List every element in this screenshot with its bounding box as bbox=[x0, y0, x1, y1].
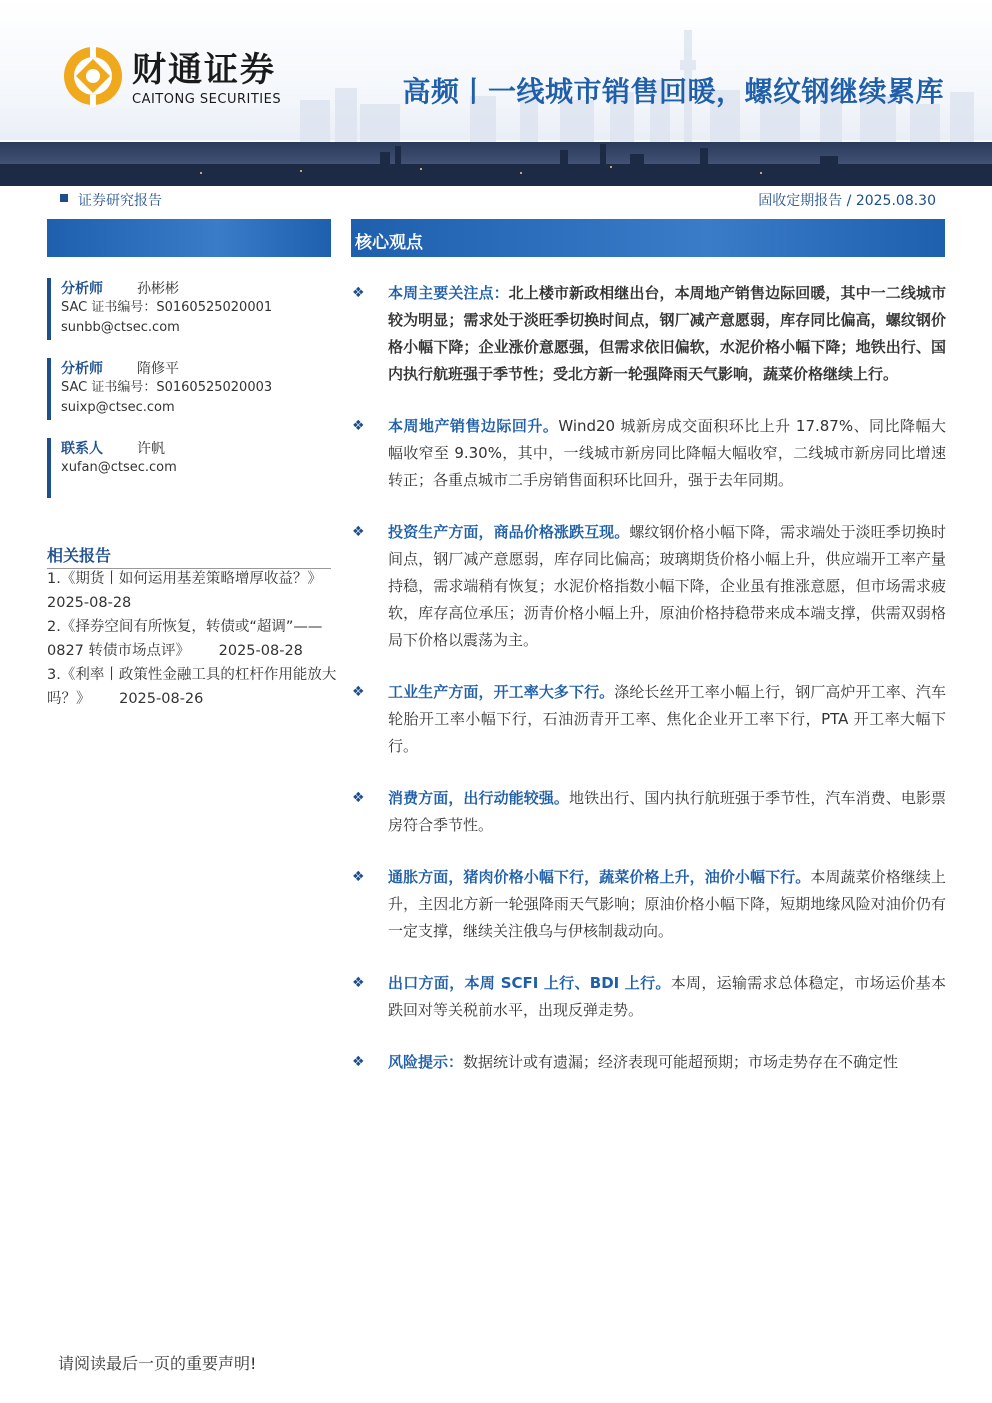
core-view-title: 核心观点 bbox=[355, 233, 423, 253]
core-point-heading: 通胀方面，猪肉价格小幅下行，蔬菜价格上升，油价小幅下行。 bbox=[388, 868, 811, 886]
core-point-heading: 消费方面，出行动能较强。 bbox=[388, 789, 569, 807]
caitong-logo-icon bbox=[62, 45, 124, 107]
contact-card bbox=[47, 438, 351, 498]
core-point bbox=[352, 519, 946, 654]
diamond-bullet-icon: ❖ bbox=[352, 1054, 365, 1070]
core-point-body: 北上楼市新政相继出台，本周地产销售边际回暖，其中一二线城市较为明显；需求处于淡旺季切换时间点，钢厂减产意愿弱，库存同比偏高，螺纹钢价格小幅下降；企业涨价意愿强，但需求依旧偏软，水泥价格小幅下降；地铁出行、国内执行航班强于季节性；受北方新一轮强降雨天气影响，蔬菜价格继续上行。 bbox=[388, 284, 946, 383]
related-report-item[interactable] bbox=[47, 615, 337, 663]
core-point-body: 本周蔬菜价格继续上升，主因北方新一轮强降雨天气影响；原油价格小幅下降，短期地缘风险对油价仍有一定支撑，继续关注俄乌与伊核制裁动向。 bbox=[388, 868, 946, 940]
report-type-label: 证券研究报告 bbox=[78, 193, 162, 209]
core-point-body: 数据统计或有遗漏；经济表现可能超预期；市场走势存在不确定性 bbox=[463, 1053, 899, 1071]
report-title: 高频丨一线城市销售回暖，螺纹钢继续累库 bbox=[402, 75, 944, 108]
related-report-date: 2025-08-28 bbox=[47, 595, 132, 611]
core-point bbox=[352, 970, 946, 1024]
core-point bbox=[352, 864, 946, 945]
diamond-bullet-icon: ❖ bbox=[352, 975, 365, 991]
related-report-text: 3.《利率丨政策性金融工具的杠杆作用能放大吗？》 bbox=[47, 667, 337, 707]
analyst-email[interactable]: sunbb@ctsec.com bbox=[61, 320, 180, 335]
core-point-body: 地铁出行、国内执行航班强于季节性，汽车消费、电影票房符合季节性。 bbox=[388, 789, 946, 834]
disclaimer-note: 请阅读最后一页的重要声明! bbox=[58, 1354, 257, 1373]
related-report-date: 2025-08-26 bbox=[119, 691, 204, 707]
contact-name: 许帆 bbox=[137, 441, 165, 457]
diamond-bullet-icon: ❖ bbox=[352, 790, 365, 806]
related-report-item[interactable] bbox=[47, 567, 337, 615]
core-point bbox=[352, 280, 946, 388]
core-point-body: 涤纶长丝开工率小幅上行，钢厂高炉开工率、汽车轮胎开工率小幅下行，石油沥青开工率、焦化企业开工率下行，PTA 开工率大幅下行。 bbox=[388, 683, 946, 755]
core-point bbox=[352, 785, 946, 839]
night-city-strip bbox=[0, 142, 992, 186]
core-point bbox=[352, 1049, 946, 1076]
sidebar-header-bar bbox=[47, 219, 331, 257]
related-report-text: 2.《择券空间有所恢复，转债或“超调”——0827 转债市场点评》 bbox=[47, 619, 323, 659]
analyst-name: 隋修平 bbox=[137, 361, 179, 377]
core-point-body: 本周，运输需求总体稳定，市场运价基本跌回对等关税前水平，出现反弹走势。 bbox=[388, 974, 946, 1019]
analyst-email[interactable]: suixp@ctsec.com bbox=[61, 400, 175, 415]
square-bullet-icon bbox=[60, 194, 68, 202]
diamond-bullet-icon: ❖ bbox=[352, 869, 365, 885]
core-point-heading: 工业生产方面，开工率大多下行。 bbox=[388, 683, 615, 701]
core-point bbox=[352, 679, 946, 760]
core-view-header bbox=[351, 219, 945, 257]
core-point-body: Wind20 城新房成交面积环比上升 17.87%、同比降幅大幅收窄至 9.30%，其中，一线城市新房同比降幅大幅收窄，二线城市新房同比增速转正；各重点城市二手房销售面积环比回升，强于去年同期。 bbox=[388, 417, 946, 489]
contact-role: 联系人 bbox=[61, 441, 103, 457]
core-point-heading: 风险提示： bbox=[388, 1053, 464, 1071]
related-report-item[interactable] bbox=[47, 663, 337, 711]
diamond-bullet-icon: ❖ bbox=[352, 524, 365, 540]
contact-email[interactable]: xufan@ctsec.com bbox=[61, 460, 177, 475]
core-point-body: 螺纹钢价格小幅下降，需求端处于淡旺季切换时间点，钢厂减产意愿弱，库存同比偏高；玻璃期货价格小幅上升，供应端开工率产量持稳，需求端稍有恢复；水泥价格指数小幅下降，企业虽有推涨意愿，但市场需求疲软，库存高位承压；沥青价格小幅上升，原油价格持稳带来成本端支撑，供需双弱格局下价格以震荡为主。 bbox=[388, 523, 946, 649]
diamond-bullet-icon: ❖ bbox=[352, 285, 365, 301]
report-meta-bar bbox=[0, 188, 992, 212]
core-points-list bbox=[352, 280, 946, 1076]
analyst-card bbox=[47, 278, 351, 340]
analyst-name: 孙彬彬 bbox=[137, 281, 179, 297]
core-point bbox=[352, 413, 946, 494]
diamond-bullet-icon: ❖ bbox=[352, 418, 365, 434]
related-reports-list bbox=[47, 567, 337, 711]
related-reports-title: 相关报告 bbox=[47, 543, 331, 569]
core-point-heading: 投资生产方面，商品价格涨跌互现。 bbox=[388, 523, 630, 541]
report-header bbox=[0, 0, 992, 186]
related-report-text: 1.《期货丨如何运用基差策略增厚收益？》 bbox=[47, 571, 322, 587]
core-point-heading: 出口方面，本周 SCFI 上行、BDI 上行。 bbox=[388, 974, 671, 992]
analyst-role: 分析师 bbox=[61, 281, 103, 297]
report-category-date: 固收定期报告 / 2025.08.30 bbox=[758, 193, 936, 209]
analyst-role: 分析师 bbox=[61, 361, 103, 377]
analyst-card bbox=[47, 358, 351, 420]
core-point-heading: 本周主要关注点： bbox=[388, 284, 509, 302]
analyst-cert: SAC 证书编号：S0160525020003 bbox=[61, 380, 273, 395]
brand-name-cn: 财通证券 bbox=[132, 50, 276, 90]
brand-name-en: CAITONG SECURITIES bbox=[132, 92, 282, 107]
diamond-bullet-icon: ❖ bbox=[352, 684, 365, 700]
core-point-heading: 本周地产销售边际回升。 bbox=[388, 417, 559, 435]
related-report-date: 2025-08-28 bbox=[218, 643, 303, 659]
analyst-cert: SAC 证书编号：S0160525020001 bbox=[61, 300, 273, 315]
